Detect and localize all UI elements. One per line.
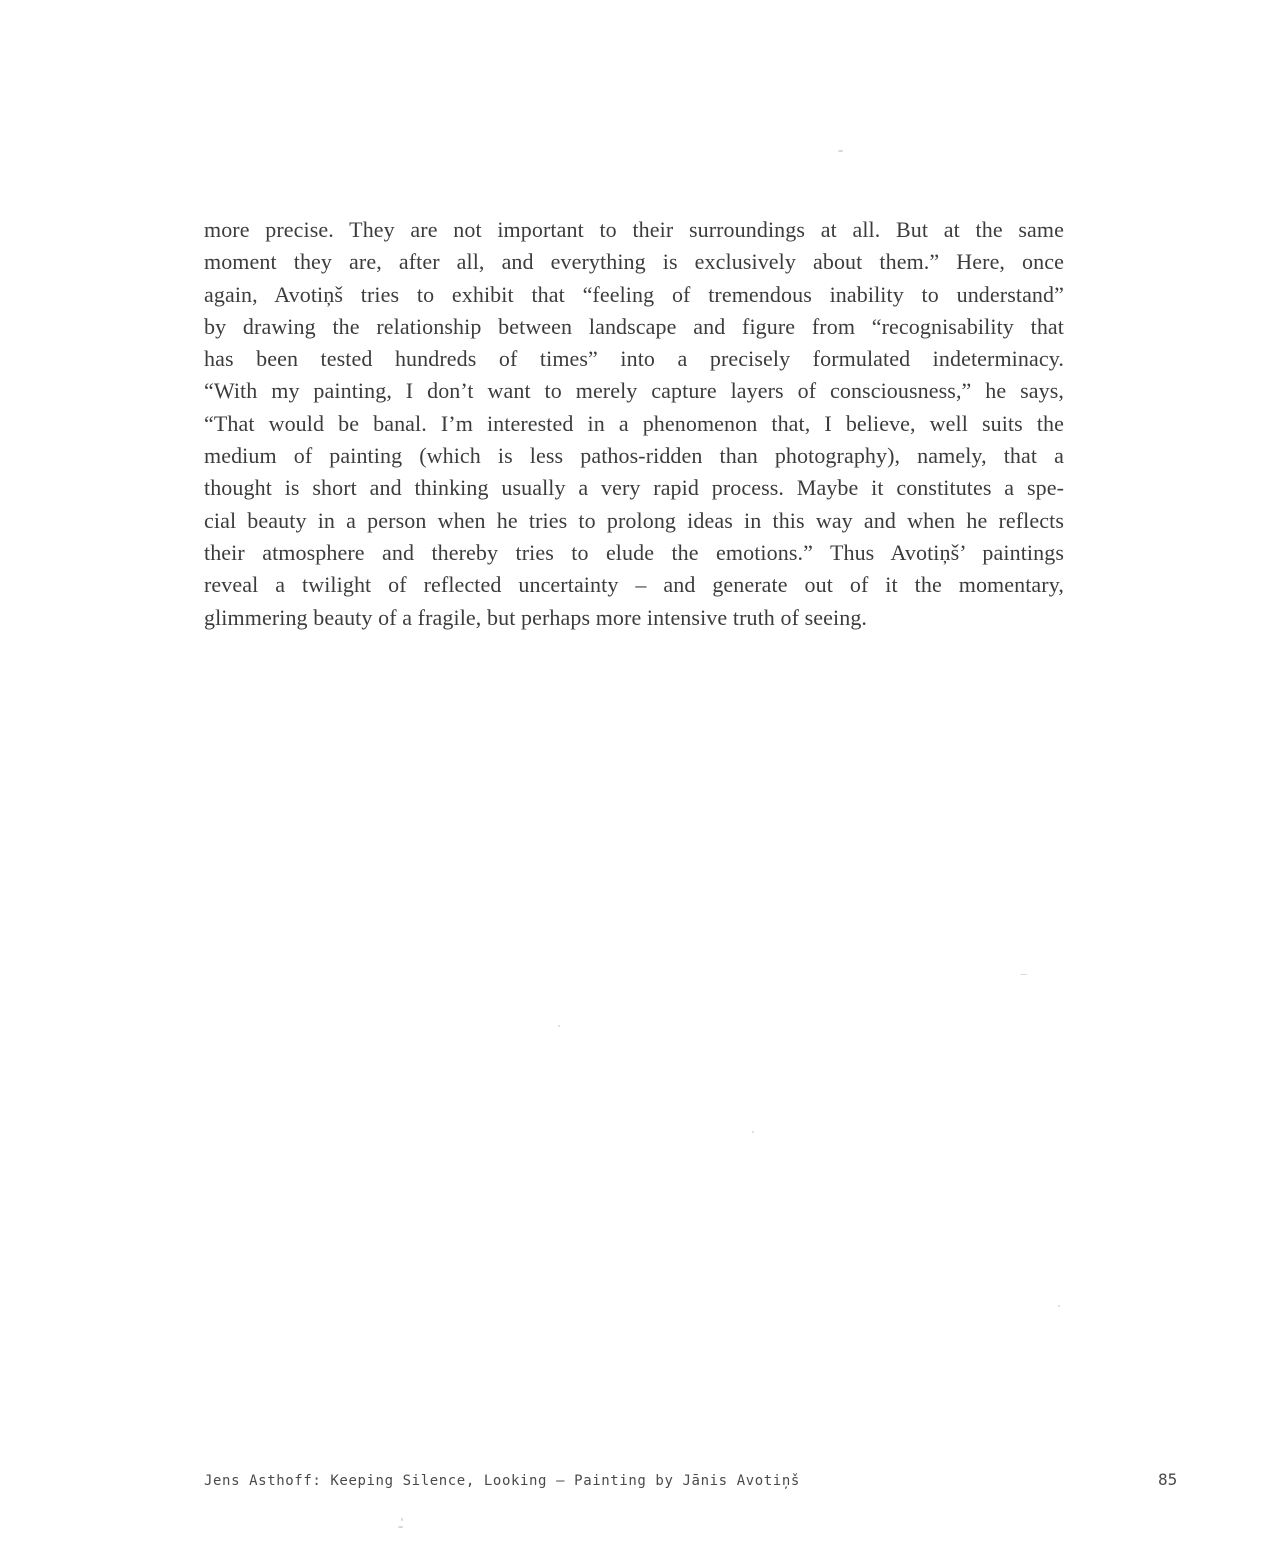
scan-speck xyxy=(401,1518,403,1521)
scan-speck xyxy=(398,1526,403,1528)
body-line: cial beauty in a person when he tries to prolong ideas in this way and when he reflects xyxy=(204,507,1064,533)
body-line: glimmering beauty of a fragile, but perhaps more intensive truth of seeing. xyxy=(204,604,868,630)
body-line: thought is short and thinking usually a very rapid process. Maybe it constitutes a spe- xyxy=(204,475,1064,501)
scan-speck xyxy=(752,1131,754,1133)
body-line: reveal a twilight of reflected uncertainty – and generate out of it the momentary, xyxy=(204,572,1064,598)
body-line: “That would be banal. I’m interested in a phenomenon that, I believe, well suits the xyxy=(204,410,1064,436)
body-paragraph xyxy=(204,214,1064,634)
body-line: their atmosphere and thereby tries to elude the emotions.” Thus Avotiņš’ paintings xyxy=(204,539,1064,565)
body-line: moment they are, after all, and everything is exclusively about them.” Here, once xyxy=(204,249,1064,275)
body-line: more precise. They are not important to their surroundings at all. But at the same xyxy=(204,217,1064,242)
body-line: again, Avotiņš tries to exhibit that “feeling of tremendous inability to understand” xyxy=(204,281,1064,307)
page-number: 85 xyxy=(1158,1470,1178,1489)
scan-speck xyxy=(1058,1305,1060,1307)
scan-speck xyxy=(558,1025,560,1027)
scan-speck xyxy=(1020,974,1027,975)
body-line: by drawing the relationship between landscape and figure from “recognisability that xyxy=(204,313,1064,339)
body-line: “With my painting, I don’t want to merely capture layers of consciousness,” he says, xyxy=(204,378,1064,404)
running-footer-title: Jens Asthoff: Keeping Silence, Looking – Painting by Jānis Avotiņš xyxy=(204,1473,800,1489)
body-line: has been tested hundreds of times” into a precisely formulated indeterminacy. xyxy=(204,346,1064,372)
scan-speck xyxy=(838,150,843,152)
body-line: medium of painting (which is less pathos-ridden than photography), namely, that a xyxy=(204,443,1064,469)
